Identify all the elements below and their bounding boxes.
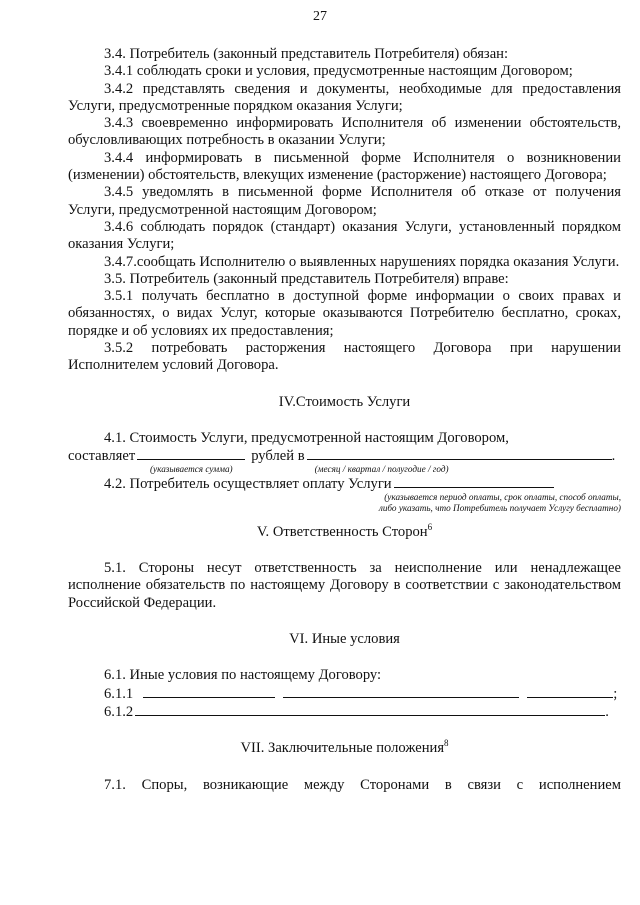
period-blank <box>307 447 612 460</box>
rubles-word: рублей в <box>251 448 305 465</box>
payment-blank <box>394 475 554 488</box>
paragraph-3-4: 3.4. Потребитель (законный представитель Потребителя) обязан: <box>104 46 509 62</box>
payment-line <box>68 475 621 493</box>
document-body <box>68 46 621 794</box>
paragraph-3-4-4: 3.4.4 информировать в письменной форме Исполнителя о возникновении (изменении) обстоятельств, влекущих изменение (расторжение) настоящего Договора; <box>68 149 621 184</box>
condition-line-6-1-1 <box>68 685 621 703</box>
item-6-1-1: 6.1.1 <box>104 685 134 702</box>
cost-end: . <box>611 448 616 465</box>
blank-6-1-1-c <box>527 685 613 698</box>
cost-word: составляет <box>68 448 136 465</box>
paragraph-3-4-3: 3.4.3 своевременно информировать Исполнителя об изменении обстоятельств, обусловливающих потребность в оказании Услуги; <box>68 115 621 149</box>
section-7-heading: VII. Заключительные положения$^8$ <box>240 738 449 757</box>
paragraph-6-1: 6.1. Иные условия по настоящему Договору: <box>104 667 382 684</box>
paragraph-3-4-6: 3.4.6 соблюдать порядок (стандарт) оказания Услуги, установленный порядком оказания Услуги; <box>68 218 621 253</box>
condition-line-6-1-2 <box>68 703 621 721</box>
hint-sum: (указывается сумма) <box>150 463 233 474</box>
item-6-1-1-end: ; <box>613 685 618 702</box>
paragraph-7-1: 7.1. Споры, возникающие между Сторонами в связи с исполнением <box>104 776 621 793</box>
page-number: 27 <box>313 9 327 24</box>
hint-payment-line-1: (указывается период оплаты, срок оплаты, способ оплаты, <box>384 491 621 502</box>
cost-hints <box>68 464 621 475</box>
blank-6-1-1-b <box>283 685 519 698</box>
footnote-mark-8: 8 <box>444 738 449 749</box>
paragraph-3-5: 3.5. Потребитель (законный представитель Потребителя) вправе: <box>104 270 509 287</box>
section-5-heading: V. Ответственность Сторон$^6$ <box>256 521 433 540</box>
section-6-heading: VI. Иные условия <box>289 631 400 648</box>
hint-period: (месяц / квартал / полугодие / год) <box>314 463 449 474</box>
blank-6-1-1-a <box>143 685 275 698</box>
footnote-mark-6: 6 <box>427 521 433 532</box>
blank-6-1-2 <box>135 703 605 716</box>
hint-payment-line-2: либо указать, что Потребитель получает Услугу бесплатно) <box>378 502 621 513</box>
section-4-heading: IV.Стоимость Услуги <box>278 393 411 410</box>
paragraph-5-1: 5.1. Стороны несут ответственность за неисполнение или ненадлежащее исполнение обязательств по настоящему Договору в соответствии с законодательством Российской Федерации. <box>68 560 621 611</box>
paragraph-4-2: 4.2. Потребитель осуществляет оплату Услуги <box>104 475 392 492</box>
paragraph-3-4-7: 3.4.7.сообщать Исполнителю о выявленных нарушениях порядка оказания Услуги. <box>104 253 620 270</box>
payment-hints <box>68 492 621 514</box>
paragraph-3-4-2: 3.4.2 представлять сведения и документы, необходимые для предоставления Услуги, предусмотренные порядком оказания Услуги; <box>68 80 621 114</box>
paragraph-3-4-1: 3.4.1 соблюдать сроки и условия, предусмотренные настоящим Договором; <box>104 63 573 80</box>
item-6-1-2: 6.1.2 <box>104 703 134 720</box>
paragraph-3-5-1: 3.5.1 получать бесплатно в доступной форме информации о своих правах и обязанностях, о видах Услуг, которые оказываются Потребителю бесплатно, сроках, порядке и об условиях их предоставления; <box>68 288 621 339</box>
paragraph-3-4-5: 3.4.5 уведомлять в письменной форме Исполнителя об отказе от получения Услуги, предусмотренной настоящим Договором; <box>68 184 621 218</box>
sum-blank <box>137 447 245 460</box>
paragraph-4-1: 4.1. Стоимость Услуги, предусмотренной настоящим Договором, <box>104 429 509 446</box>
item-6-1-2-end: . <box>605 703 609 720</box>
paragraph-3-5-2: 3.5.2 потребовать расторжения настоящего Договора при нарушении Исполнителем условий Договора. <box>68 340 621 374</box>
